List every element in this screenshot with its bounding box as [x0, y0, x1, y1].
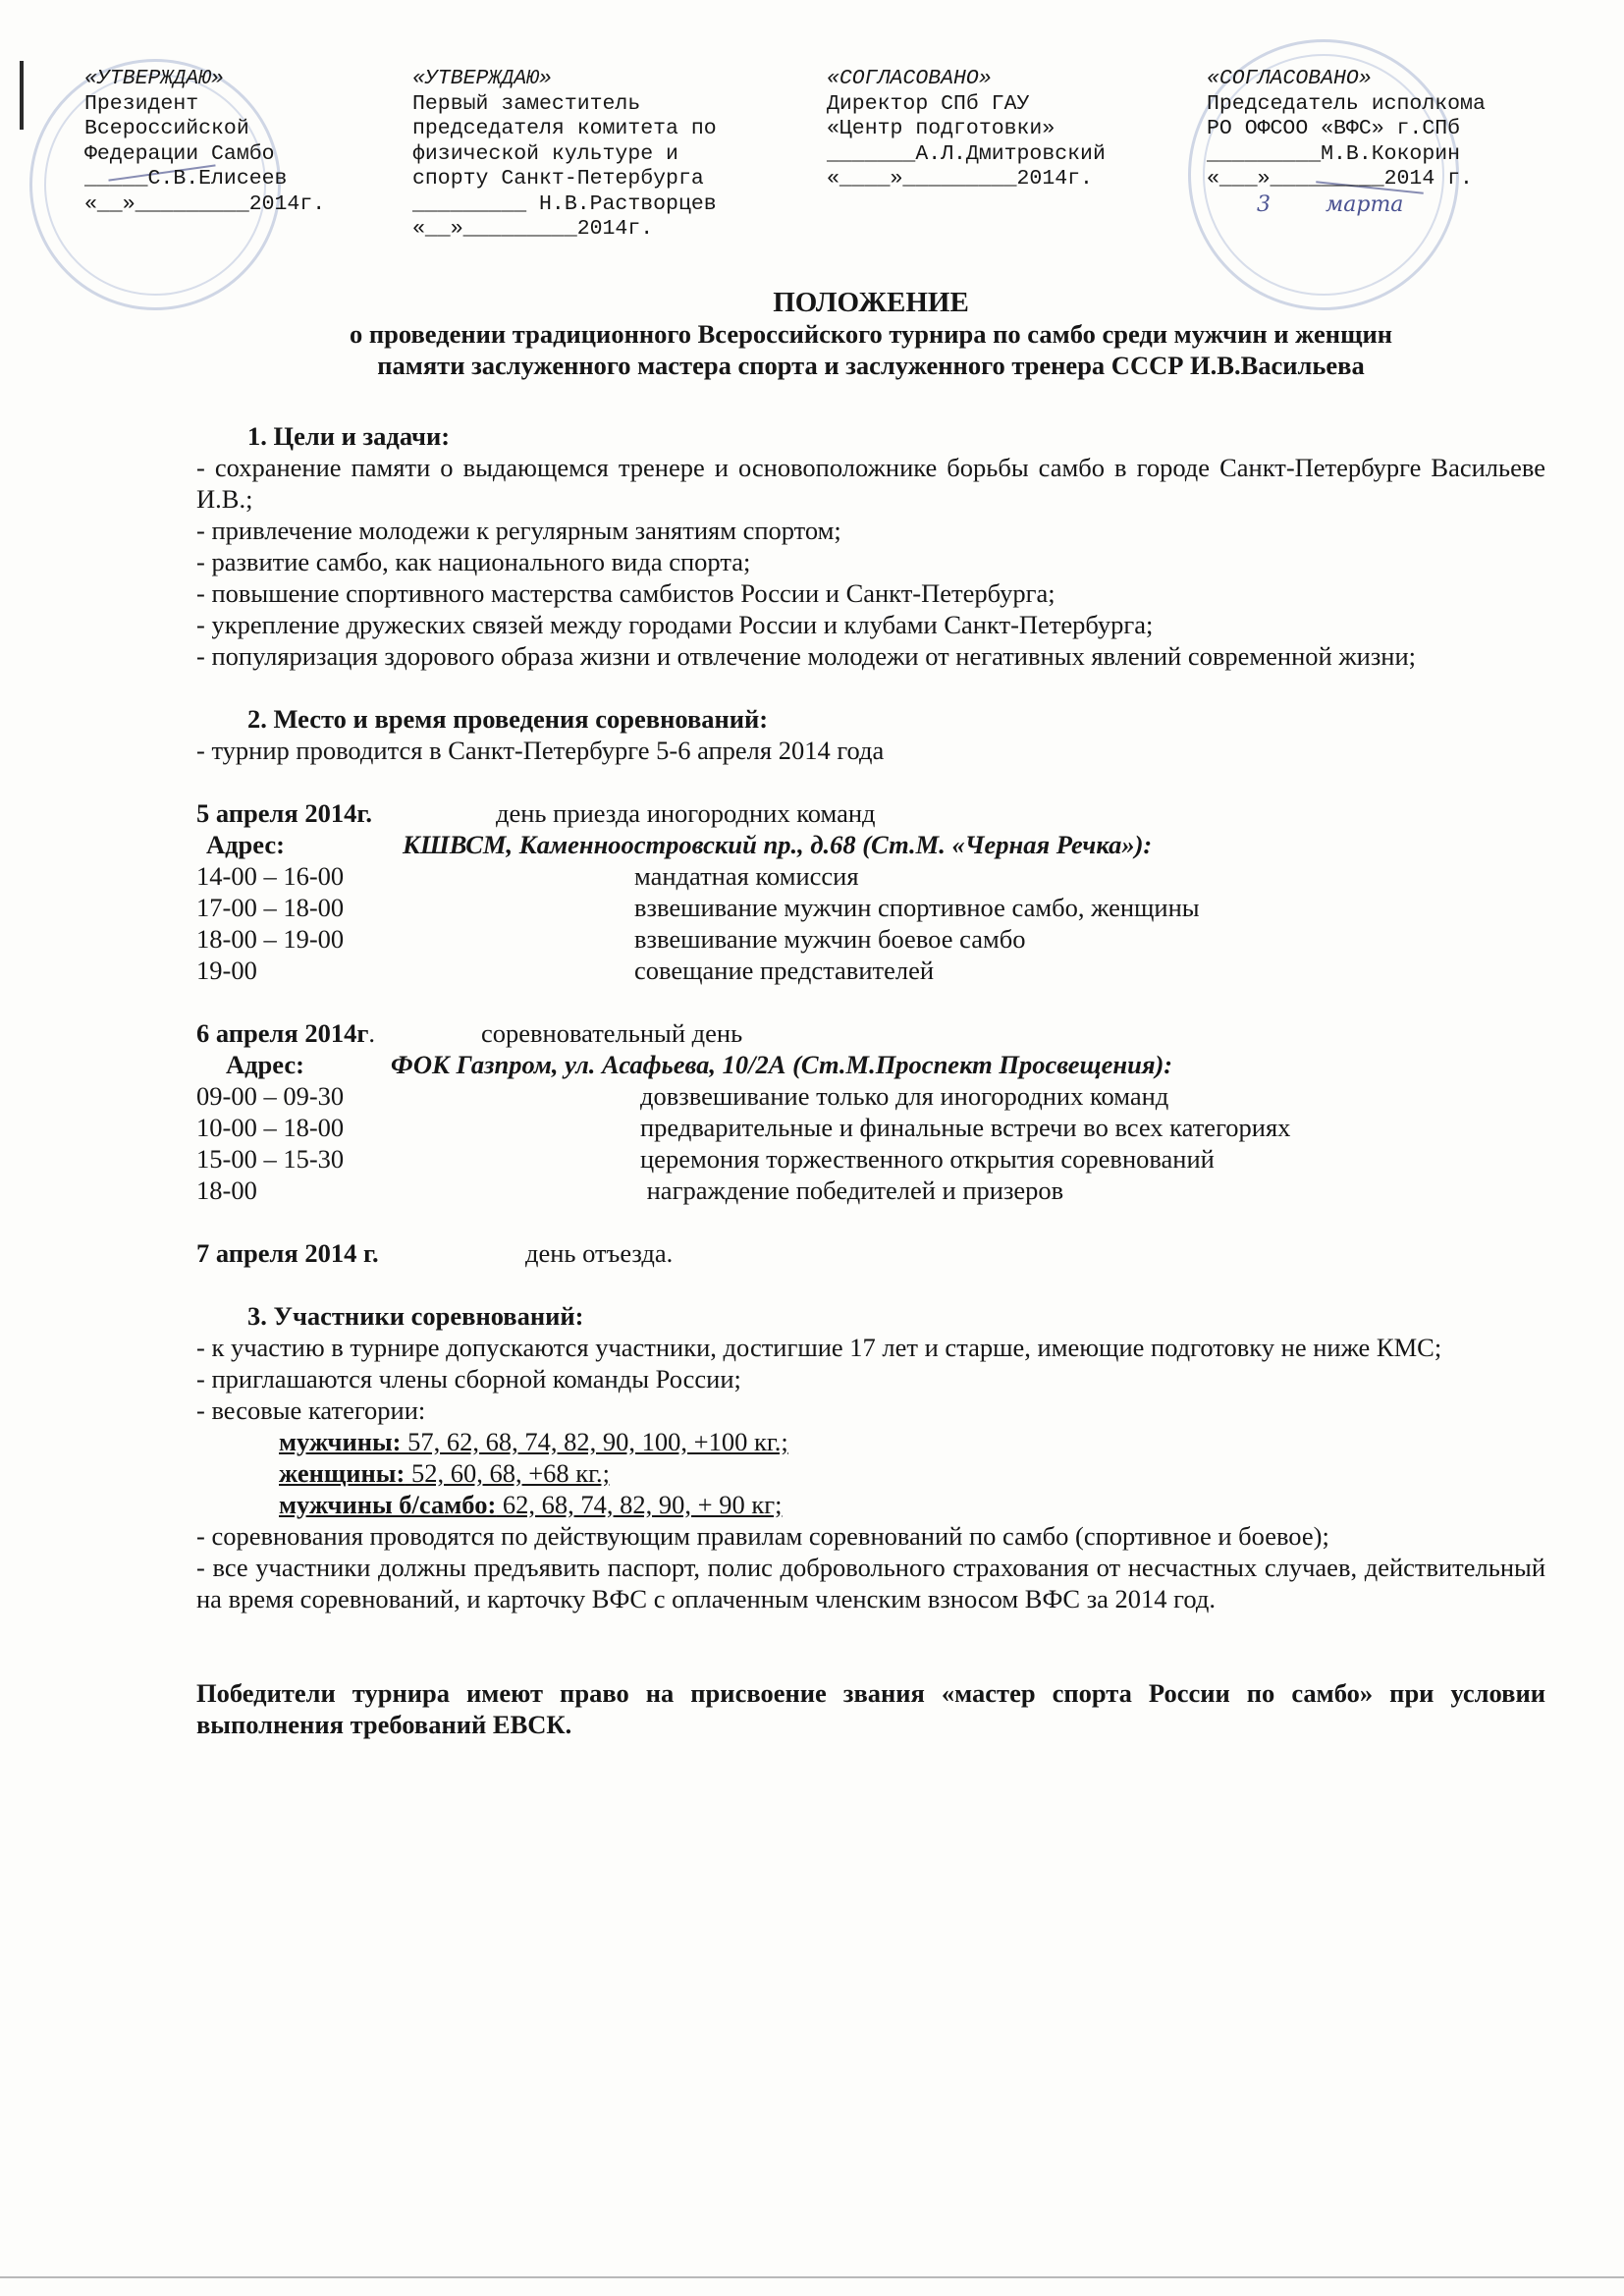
approval-line: Председатель исполкома — [1207, 91, 1486, 116]
weight-category-row — [279, 1489, 1545, 1520]
approval-date-line: «____»_________2014г. — [827, 167, 1093, 191]
schedule-event: довзвешивание только для иногородних команд — [640, 1081, 1169, 1111]
approval-date-line: «___»_________2014 г. — [1207, 167, 1473, 191]
day-2-date-text: 6 апреля 2014г — [196, 1018, 369, 1048]
weight-category-values: 52, 60, 68, +68 кг.; — [405, 1458, 611, 1488]
schedule-row — [196, 955, 1545, 986]
approval-signature-line: _______А.Л.Дмитровский — [827, 141, 1106, 166]
section-3-heading: 3. Участники соревнований: — [247, 1301, 584, 1331]
goal-item: - развитие самбо, как национального вида спорта; — [196, 547, 751, 576]
approval-title: «СОГЛАСОВАНО» — [1207, 67, 1372, 90]
day-2-address — [196, 1049, 1545, 1080]
section-1-list — [196, 452, 1545, 672]
day-1-address — [196, 829, 1545, 860]
schedule-time: 18-00 – 19-00 — [196, 924, 345, 954]
day-1-schedule — [196, 860, 1545, 986]
schedule-row — [196, 1143, 1545, 1175]
schedule-row — [196, 1080, 1545, 1112]
weight-category-values: 62, 68, 74, 82, 90, + 90 кг; — [496, 1490, 783, 1519]
day-1-row — [196, 797, 1545, 829]
approval-line: Первый заместитель — [412, 91, 641, 116]
address-label: Адрес: — [206, 830, 285, 859]
scan-bottom-edge — [0, 2276, 1624, 2278]
schedule-row — [196, 1112, 1545, 1143]
address-label: Адрес: — [226, 1050, 304, 1079]
day-2-schedule — [196, 1080, 1545, 1206]
schedule-event: предварительные и финальные встречи во всех категориях — [640, 1113, 1291, 1142]
approval-signature-line: _____С.В.Елисеев — [84, 167, 288, 191]
section-2-intro: - турнир проводится в Санкт-Петербурге 5-6 апреля 2014 года — [196, 736, 885, 765]
day-3-date: 7 апреля 2014 г. — [196, 1238, 379, 1268]
schedule-event: награждение победителей и призеров — [640, 1175, 1064, 1205]
title-main: ПОЛОЖЕНИЕ — [773, 287, 969, 318]
approval-block-ispolkom — [1207, 67, 1486, 192]
handwritten-month: марта — [1326, 192, 1404, 217]
goal-item: - укрепление дружеских связей между городами России и клубами Санкт-Петербурга; — [196, 610, 1154, 639]
participants-paragraph: - все участники должны предъявить паспорт, полис добровольного страхования от несчастных случаев, действительный на время соревнований, и карточку ВФС с оплаченным членским взносом ВФС за 2014 год. — [196, 1553, 1545, 1613]
weight-category-row — [279, 1426, 1545, 1457]
schedule-time: 14-00 – 16-00 — [196, 861, 345, 891]
approval-signature-line: _________ Н.В.Растворцев — [412, 191, 717, 216]
final-note: Победители турнира имеют право на присвоение звания «мастер спорта России по самбо» при условии выполнения требований ЕВСК. — [196, 1678, 1545, 1739]
weight-categories — [196, 1426, 1545, 1520]
approval-header — [84, 67, 1587, 283]
schedule-time: 17-00 – 18-00 — [196, 893, 345, 922]
participants-paragraph: - приглашаются члены сборной команды России; — [196, 1364, 741, 1394]
participants-paragraph: - весовые категории: — [196, 1395, 426, 1425]
regulation-document — [196, 287, 1545, 1740]
approval-date-line: «__»_________2014г. — [84, 191, 326, 216]
schedule-time: 15-00 – 15-30 — [196, 1144, 345, 1174]
day-3-desc: день отъезда. — [525, 1238, 674, 1268]
approval-line: Президент — [84, 91, 199, 116]
goal-item: - популяризация здорового образа жизни и отвлечение молодежи от негативных явлений современной жизни; — [196, 641, 1417, 671]
document-title — [196, 287, 1545, 381]
schedule-row — [196, 860, 1545, 892]
address-value: ФОК Газпром, ул. Асафьева, 10/2А (Ст.М.Проспект Просвещения): — [391, 1050, 1173, 1079]
title-line: памяти заслуженного мастера спорта и заслуженного тренера СССР И.В.Васильева — [377, 351, 1365, 380]
approval-line: физической культуре и — [412, 141, 678, 166]
schedule-time: 09-00 – 09-30 — [196, 1081, 345, 1111]
day-2-date-dot: . — [368, 1018, 376, 1048]
approval-line: «Центр подготовки» — [827, 117, 1056, 140]
schedule-time: 10-00 – 18-00 — [196, 1113, 345, 1142]
day-2-date — [196, 1017, 481, 1049]
approval-block-committee — [412, 67, 717, 243]
schedule-row — [196, 923, 1545, 955]
approval-title: «УТВЕРЖДАЮ» — [84, 67, 224, 90]
approval-block-president — [84, 67, 325, 217]
schedule-event: взвешивание мужчин спортивное самбо, женщины — [634, 893, 1200, 922]
weight-category-label: мужчины: — [279, 1427, 402, 1456]
schedule-row — [196, 1175, 1545, 1206]
address-value: КШВСМ, Каменноостровский пр., д.68 (Ст.М. «Черная Речка»): — [403, 830, 1153, 859]
weight-category-label: мужчины б/самбо: — [279, 1490, 497, 1519]
approval-title: «УТВЕРЖДАЮ» — [412, 67, 552, 90]
weight-category-values: 57, 62, 68, 74, 82, 90, 100, +100 кг.; — [401, 1427, 788, 1456]
approval-block-center — [827, 67, 1106, 192]
schedule-event: мандатная комиссия — [634, 861, 859, 891]
approval-line: Всероссийской — [84, 117, 249, 140]
approval-line: Директор СПб ГАУ — [827, 91, 1030, 116]
weight-category-row — [279, 1457, 1545, 1489]
schedule-time: 19-00 — [196, 956, 257, 985]
goal-item: - сохранение памяти о выдающемся тренере и основоположнике борьбы самбо в городе Санкт-Петербурге Васильеве И.В.; — [196, 453, 1545, 514]
handwritten-day: 3 — [1257, 192, 1271, 217]
section-1-heading: 1. Цели и задачи: — [247, 421, 451, 451]
approval-line: спорту Санкт-Петербурга — [412, 167, 704, 191]
schedule-time: 18-00 — [196, 1175, 257, 1205]
schedule-row — [196, 892, 1545, 923]
schedule-event: взвешивание мужчин боевое самбо — [634, 924, 1026, 954]
approval-signature-line: _________М.В.Кокорин — [1207, 141, 1461, 166]
approval-date-line: «__»_________2014г. — [412, 217, 654, 241]
approval-line: Федерации Самбо — [84, 141, 275, 166]
day-1-desc: день приезда иногородних команд — [496, 798, 876, 828]
schedule-event: церемония торжественного открытия соревнований — [640, 1144, 1215, 1174]
participants-paragraph: - к участию в турнире допускаются участники, достигшие 17 лет и старше, имеющие подготовку не ниже КМС; — [196, 1333, 1442, 1362]
goal-item: - привлечение молодежи к регулярным занятиям спортом; — [196, 516, 841, 545]
weight-category-label: женщины: — [279, 1458, 406, 1488]
approval-line: председателя комитета по — [412, 117, 717, 140]
day-2-desc: соревновательный день — [481, 1018, 743, 1048]
goal-item: - повышение спортивного мастерства самбистов России и Санкт-Петербурга; — [196, 578, 1056, 608]
approval-title: «СОГЛАСОВАНО» — [827, 67, 992, 90]
approval-line: РО ОФСОО «ВФС» г.СПб — [1207, 117, 1461, 140]
schedule-event: совещание представителей — [634, 956, 935, 985]
participants-paragraph: - соревнования проводятся по действующим правилам соревнований по самбо (спортивное и боевое); — [196, 1521, 1329, 1551]
scan-edge-mark — [20, 61, 24, 130]
day-3-row — [196, 1237, 1545, 1269]
title-line: о проведении традиционного Всероссийского турнира по самбо среди мужчин и женщин — [349, 319, 1392, 349]
section-2-heading: 2. Место и время проведения соревнований: — [247, 704, 769, 734]
day-2-row — [196, 1017, 1545, 1049]
day-1-date: 5 апреля 2014г. — [196, 798, 373, 828]
